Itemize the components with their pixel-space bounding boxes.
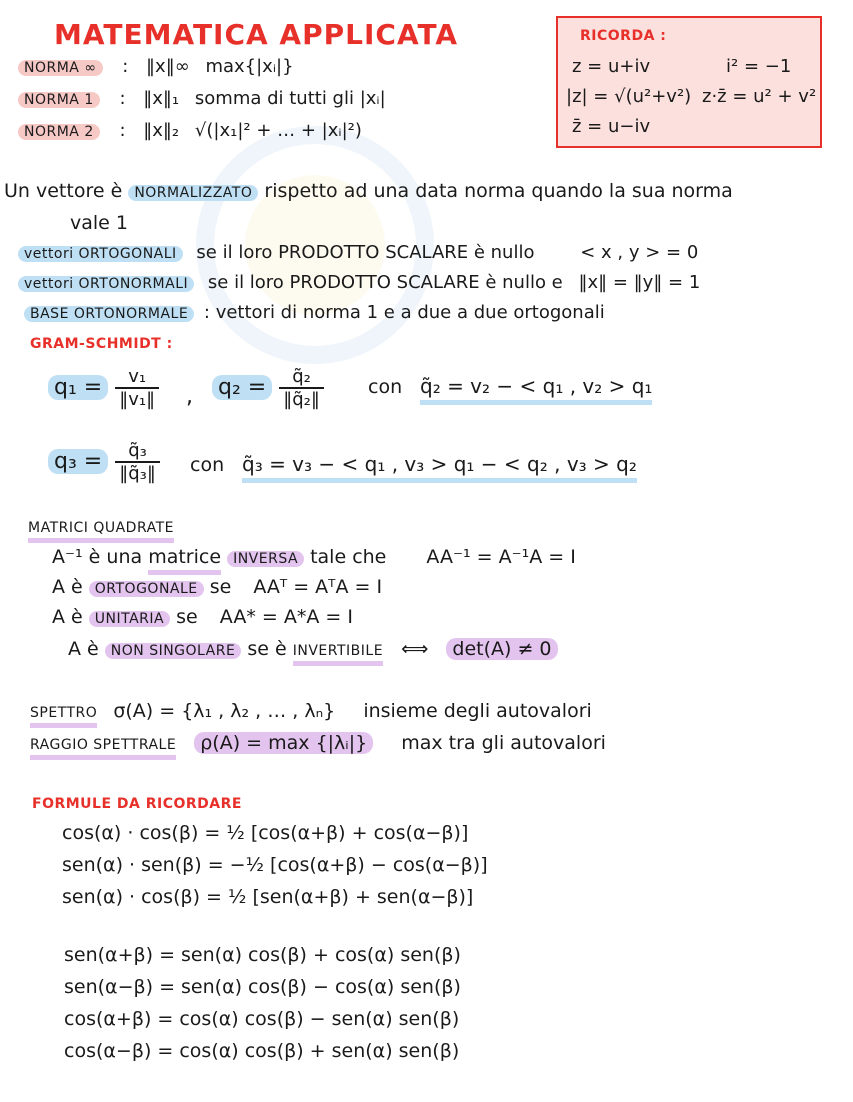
ricorda-line: i² = −1 — [726, 56, 792, 77]
base-term: BASE ORTONORMALE — [24, 306, 194, 322]
norm-label: NORMA ∞ — [18, 60, 103, 76]
nonsing-se: se è — [247, 638, 287, 660]
inversa-term: INVERSA — [227, 551, 304, 567]
norm-desc: somma di tutti gli |xᵢ| — [194, 88, 386, 109]
gs-con-2: con — [190, 454, 225, 476]
ortogonale-se: se — [209, 576, 232, 598]
det-formula: det(A) ≠ 0 — [446, 638, 557, 660]
ricorda-line: z = u+iv — [572, 56, 651, 77]
inversa-formula: AA⁻¹ = A⁻¹A = I — [426, 546, 576, 568]
q1-frac — [115, 366, 159, 410]
normalizzato-post: rispetto ad una data norma quando la sua norma — [264, 180, 733, 202]
gs-q1 — [48, 366, 159, 410]
matrice-unitaria-line — [52, 606, 353, 628]
gs-q2-formula — [420, 374, 652, 398]
formula-row: sen(α) · sen(β) = −½ [cos(α+β) − cos(α−β)] — [62, 854, 488, 876]
normalizzato-term: NORMALIZZATO — [128, 185, 258, 201]
q2-lhs: q₂ = — [212, 375, 272, 400]
ortonormali-term: vettori ORTONORMALI — [18, 276, 194, 292]
gs-q3-formula — [242, 452, 637, 476]
spettro-formula: σ(A) = {λ₁ , λ₂ , … , λₙ} — [113, 700, 336, 722]
gs-comma: , — [186, 384, 193, 409]
q2-den: ‖q̃₂‖ — [283, 389, 320, 410]
norm-label: NORMA 2 — [18, 124, 100, 140]
norm-desc: max{|xᵢ|} — [205, 56, 294, 77]
normalizzato-line — [4, 180, 733, 202]
matrici-heading-text: MATRICI QUADRATE — [28, 520, 174, 543]
norm-symbol: ‖x‖∞ — [146, 56, 190, 77]
matrici-heading — [28, 520, 174, 536]
iff-symbol: ⟺ — [401, 638, 429, 660]
inversa-a: A⁻¹ è una — [52, 546, 143, 568]
gs-con-1: con — [368, 376, 403, 398]
q1-den: ‖v₁‖ — [119, 389, 156, 410]
norm-row-2: NORMA 2 : ‖x‖₂ √(|x₁|² + … + |xᵢ|²) — [18, 120, 362, 141]
ricorda-box — [556, 16, 822, 148]
formula-row: cos(α−β) = cos(α) cos(β) + sen(α) sen(β) — [64, 1040, 460, 1062]
invertibile-term: INVERTIBILE — [293, 643, 383, 666]
formula-row: sen(α−β) = sen(α) cos(β) − cos(α) sen(β) — [64, 976, 461, 998]
q2-num: q̃₂ — [279, 366, 324, 389]
q2-formula: q̃₂ = v₂ − < q₁ , v₂ > q₁ — [420, 374, 652, 405]
gs-q3 — [48, 440, 160, 484]
q3-lhs: q₃ = — [48, 449, 108, 474]
raggio-line — [30, 732, 606, 754]
q1-num: v₁ — [115, 366, 159, 389]
norm-symbol: ‖x‖₂ — [143, 120, 180, 141]
normalizzato-line2: vale 1 — [70, 212, 128, 234]
ortogonali-term: vettori ORTOGONALI — [18, 246, 183, 262]
q3-frac — [115, 440, 160, 484]
matrice-inversa-line — [52, 546, 576, 568]
unitaria-a: A è — [52, 606, 83, 628]
q1-lhs: q₁ = — [48, 375, 108, 400]
ricorda-line: z̄ = u−iv — [572, 116, 651, 137]
formula-row: sen(α) · cos(β) = ½ [sen(α+β) + sen(α−β)] — [62, 886, 474, 908]
gs-q2 — [212, 366, 324, 410]
q3-formula: q̃₃ = v₃ − < q₁ , v₃ > q₁ − < q₂ , v₃ > q₂ — [242, 452, 637, 483]
ortogonale-term: ORTOGONALE — [89, 581, 204, 597]
norm-label: NORMA 1 — [18, 92, 100, 108]
base-line — [24, 302, 605, 323]
unitaria-term: UNITARIA — [89, 611, 170, 627]
q3-den: ‖q̃₃‖ — [119, 463, 156, 484]
raggio-term: RAGGIO SPETTRALE — [30, 737, 176, 760]
formule-heading: FORMULE DA RICORDARE — [32, 796, 242, 812]
raggio-formula: ρ(A) = max {|λᵢ|} — [194, 732, 373, 754]
nonsing-a: A è — [68, 638, 99, 660]
ortogonale-formula: AAᵀ = AᵀA = I — [253, 576, 383, 598]
matrice-non-singolare-line — [68, 638, 558, 660]
ortogonale-a: A è — [52, 576, 83, 598]
raggio-desc: max tra gli autovalori — [401, 732, 606, 754]
spettro-term: SPETTRO — [30, 705, 97, 728]
ortogonali-formula: < x , y > = 0 — [580, 242, 699, 263]
ortonormali-line — [18, 272, 700, 293]
base-text: : vettori di norma 1 e a due a due ortogonali — [203, 302, 605, 323]
formula-row: sen(α+β) = sen(α) cos(β) + cos(α) sen(β) — [64, 944, 461, 966]
unitaria-formula: AA* = A*A = I — [219, 606, 353, 628]
ortonormali-formula: ‖x‖ = ‖y‖ = 1 — [578, 272, 701, 293]
nonsing-term: NON SINGOLARE — [105, 643, 242, 659]
ortogonali-line — [18, 242, 698, 263]
ricorda-line: |z| = √(u²+v²) — [566, 86, 692, 107]
normalizzato-pre: Un vettore è — [4, 180, 123, 202]
gram-schmidt-heading: GRAM-SCHMIDT : — [30, 336, 173, 352]
q3-num: q̃₃ — [115, 440, 160, 463]
norm-row-inf: NORMA ∞ : ‖x‖∞ max{|xᵢ|} — [18, 56, 294, 77]
ricorda-heading: RICORDA : — [580, 28, 667, 44]
inversa-matrice: matrice — [148, 546, 221, 575]
spettro-desc: insieme degli autovalori — [363, 700, 592, 722]
matrice-ortogonale-line — [52, 576, 382, 598]
norm-symbol: ‖x‖₁ — [143, 88, 180, 109]
norm-desc: √(|x₁|² + … + |xᵢ|²) — [194, 120, 362, 141]
inversa-tale: tale che — [310, 546, 387, 568]
page-title: MATEMATICA APPLICATA — [54, 18, 459, 51]
norm-row-1: NORMA 1 : ‖x‖₁ somma di tutti gli |xᵢ| — [18, 88, 386, 109]
q2-frac — [279, 366, 324, 410]
ortogonali-text: se il loro PRODOTTO SCALARE è nullo — [196, 242, 535, 263]
unitaria-se: se — [176, 606, 198, 628]
ricorda-line: z·z̄ = u² + v² — [702, 86, 817, 107]
spettro-line — [30, 700, 592, 722]
formula-row: cos(α) · cos(β) = ½ [cos(α+β) + cos(α−β)] — [62, 822, 469, 844]
ortonormali-text: se il loro PRODOTTO SCALARE è nullo e — [207, 272, 563, 293]
formula-row: cos(α+β) = cos(α) cos(β) − sen(α) sen(β) — [64, 1008, 460, 1030]
